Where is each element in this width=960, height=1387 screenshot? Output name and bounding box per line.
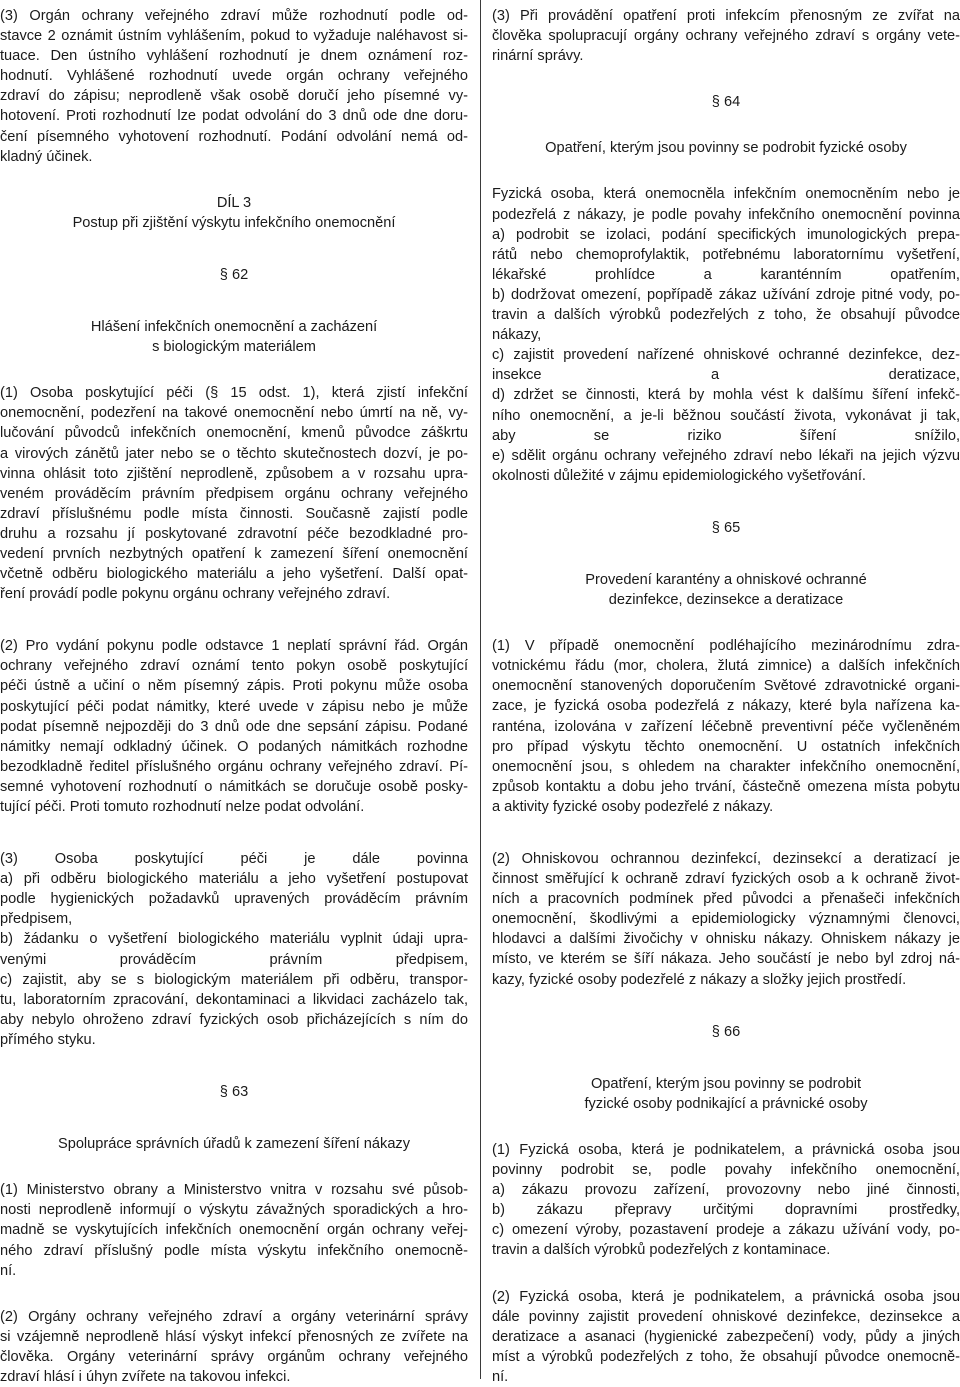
text-line: péči ústně a učiní o něm písemný zápis. Proti pokynu může osoba	[0, 678, 468, 695]
text-line: votnickému řádu (mor, cholera, žlutá zimnice) a dalších infekčních	[492, 658, 960, 675]
text-line: (1) Fyzická osoba, která je podnikatelem, a právnická osoba jsou	[492, 1141, 960, 1158]
text-line: zace, je fyzická osoba podezřelá z nákazy, které byla nařízena ka-	[492, 698, 960, 715]
left-column	[0, 0, 468, 1387]
text-line: (2) Ohniskovou ochrannou dezinfekcí, dezinsekcí a deratizací je	[492, 851, 960, 867]
text-line: insekce a deratizace,	[492, 367, 960, 384]
section-number: § 65	[711, 519, 741, 536]
text-line: e) sdělit orgánu ochrany veřejného zdraví nebo lékaři na jejich výzvu	[492, 447, 960, 464]
paragraph	[0, 1180, 468, 1280]
part-label: DÍL 3	[216, 194, 252, 211]
text-line: ranténa, izolována v zařízení léčebně preventivní péče vyčleněném	[492, 718, 960, 735]
section-title: fyzické osoby podnikající a právnické osoby	[584, 1095, 868, 1112]
text-line: hodnutí. Vyhlášené rozhodnutí uvede orgán ochrany veřejného	[0, 68, 468, 85]
text-line: b) žádanku o vyšetření biologického materiálu vyplnit údaji upra-	[0, 931, 468, 948]
text-line: c) zajistit, aby se s biologickým materiálem při odběru, transpor-	[0, 971, 468, 988]
paragraph	[0, 383, 468, 604]
text-line: a) podrobit se izolaci, podání specifických imunologických prepa-	[492, 226, 960, 243]
paragraph	[492, 184, 960, 485]
section-title: Provedení karantény a ohniskové ochranné	[585, 571, 867, 588]
text-line: ření provádí podle pokynu orgánu ochrany veřejného zdraví.	[0, 586, 391, 603]
text-line: (3) Při provádění opatření proti infekcím přenosným ze zvířat na	[492, 8, 960, 24]
text-line: míst a výrobků podezřelých z toho, že obsahují původce onemocně-	[492, 1348, 960, 1365]
right-column	[492, 0, 960, 1387]
text-line: (1) Ministerstvo obrany a Ministerstvo vnitra v rozsahu své působ-	[0, 1182, 468, 1199]
text-line: podezřelá z nákazy, je podle povahy infekčního onemocnění povinna	[492, 206, 960, 223]
text-line: zdraví hlásí i úhyn zvířete na takovou infekci.	[0, 1368, 291, 1385]
paragraph	[0, 636, 468, 817]
text-line: činnost směřující k ochraně zdraví fyzických osob a k ochraně život-	[492, 871, 960, 888]
text-line: námitky nemají odkladný účinek. O podaných námitkách rozhodne	[0, 738, 468, 755]
text-line: hlodavci a dalšími živočichy v ohnisku nákazy. Ohniskem nákazy je	[492, 931, 960, 948]
text-line: a) zákazu provozu zařízení, provozovny nebo jiné činnosti,	[492, 1182, 960, 1199]
text-line: onemocnění jsou, s ohledem na charakter infekčního onemocnění,	[492, 758, 960, 775]
text-line: ní.	[0, 1262, 17, 1279]
section-title: Spolupráce správních úřadů k zamezení šíření nákazy	[57, 1136, 411, 1153]
text-line: člověka spolupracují orgány ochrany veřejného zdraví s orgány vete-	[492, 28, 960, 45]
text-line: b) zákazu přepravy určitými dopravními prostředky,	[492, 1202, 960, 1219]
text-line: madně se vyskytujících infekčních onemocnění orgán ochrany veřej-	[0, 1222, 468, 1239]
text-line: aby nebylo ohroženo zdraví fyzických osob přicházejících s ním do	[0, 1011, 468, 1028]
text-line: venými prováděcím právním předpisem,	[0, 951, 468, 968]
text-line: aby se riziko šíření snížilo,	[492, 427, 960, 444]
text-line: stavce 2 oznámit ústním vyhlášením, pokud to vyžaduje naléhavost si-	[0, 28, 468, 45]
text-line: člověka. Orgány veterinární správy orgánům ochrany veřejného	[0, 1348, 468, 1365]
text-line: ní.	[492, 1368, 509, 1385]
text-line: (2) Orgány ochrany veřejného zdraví a orgány veterinární správy	[0, 1308, 468, 1325]
text-line: zdraví do zápisu; neprodleně však osobě doručí jeho písemné vy-	[0, 88, 468, 105]
text-line: onemocnění, podezření na takové onemocnění nebo úmrtí na ně, vy-	[0, 405, 468, 422]
paragraph	[492, 636, 960, 817]
text-line: způsob kontaktu a dobu jeho trvání, částečně omezena místa pobytu	[492, 778, 960, 795]
text-line: ného zdraví příslušný podle místa výskytu infekčního onemocně-	[0, 1242, 468, 1259]
text-line: dále povinny zajistit provedení ohniskové dezinfekce, dezinsekce a	[492, 1308, 960, 1325]
text-line: povinny podrobit se, podle povahy infekčního onemocnění,	[492, 1162, 960, 1179]
text-line: (3) Orgán ochrany veřejného zdraví může rozhodnutí podle od-	[0, 8, 468, 24]
text-line: nosti neprodleně informují o výskytu závažných sporadických a hro-	[0, 1202, 468, 1219]
text-line: tuace. Den ústního vyhlášení rozhodnutí je dnem oznámení roz-	[0, 48, 468, 65]
text-line: (1) Osoba poskytující péči (§ 15 odst. 1), která zjistí infekční	[0, 385, 468, 402]
text-line: lékařské prohlídce a karanténním opatřením,	[492, 266, 960, 283]
text-line: lučování původců infekčních onemocnění, kmenů původce záškrtu	[0, 425, 468, 442]
text-line: a) při odběru biologického materiálu a jeho vyšetření postupovat	[0, 871, 468, 888]
text-line: přímého styku.	[0, 1031, 96, 1048]
text-line: předpisem,	[0, 911, 73, 928]
text-line: travin a dalších výrobků podezřelých z toho, že obsahují původce	[492, 307, 960, 324]
text-line: a aktivity fyzické osoby podezřelé z nákazy.	[492, 798, 774, 815]
column-divider	[480, 0, 481, 1379]
text-line: včetně odběru biologického materiálu a jeho vyšetření. Další opat-	[0, 566, 468, 583]
section-title: Opatření, kterým jsou povinny se podrobit	[590, 1075, 862, 1092]
section-number: § 63	[219, 1084, 249, 1101]
text-line: a virových zánětů jater nebo se o těchto skutečnostech dozví, je po-	[0, 445, 468, 462]
section-title: Hlášení infekčních onemocnění a zacházení	[90, 319, 378, 336]
text-line: (2) Fyzická osoba, která je podnikatelem, a právnická osoba jsou	[492, 1288, 960, 1305]
text-line: zdraví příslušnému podle místa činnosti. Současně zajistí podle	[0, 505, 468, 522]
paragraph	[0, 1307, 468, 1387]
text-line: si vzájemně neprodleně hlásí výskyt infekcí přenosných ze zvířete na	[0, 1328, 468, 1345]
text-line: rinární správy.	[492, 48, 584, 65]
text-line: hotovení. Proti rozhodnutí lze podat odvolání do 3 dnů ode dne doru-	[0, 108, 468, 125]
text-line: d) zdržet se činnosti, která by mohla vést k dalšímu šíření infekč-	[492, 387, 960, 404]
text-line: ního onemocnění, a je-li běžnou součástí života, vykonávat ji tak,	[492, 407, 960, 424]
text-line: pro případ výskytu těchto onemocnění. U ostatních infekčních	[492, 738, 960, 755]
paragraph	[492, 1140, 960, 1261]
text-line: vedení prvních nezbytných opatření k zamezení šíření onemocnění	[0, 545, 468, 562]
text-line: bezodkladně ředitel příslušného orgánu ochrany veřejného zdraví. Pí-	[0, 758, 468, 775]
text-line: nákazy,	[492, 327, 542, 344]
text-line: poskytující péči podat námitky, které uvede v zápisu nebo je může	[0, 698, 468, 715]
text-line: b) dodržovat omezení, popřípadě zákaz užívání zdroje pitné vody, po-	[492, 286, 960, 303]
text-line: (3) Osoba poskytující péči je dále povinna	[0, 851, 468, 868]
section-number: § 66	[711, 1023, 741, 1040]
text-line: deratizace a asanaci (hygienické zabezpečení) vody, půdy a jiných	[492, 1328, 960, 1345]
part-title: Postup při zjištění výskytu infekčního onemocnění	[72, 214, 396, 231]
section-title: s biologickým materiálem	[152, 339, 316, 356]
text-line: semné vyhotovení rozhodnutí o námitkách se doručuje osobě posky-	[0, 778, 468, 795]
text-line: (2) Pro vydání pokynu podle odstavce 1 neplatí správní řád. Orgán	[0, 638, 468, 655]
text-line: okolnosti důležité v zájmu epidemiologického vyšetřování.	[492, 467, 866, 484]
paragraph	[492, 1287, 960, 1387]
paragraph	[0, 849, 468, 1050]
text-line: kazy, fyzické osoby podezřelé z nákazy a složky jejich prostředí.	[492, 971, 907, 988]
text-line: veném prováděcím právním předpisem orgánu ochrany veřejného	[0, 485, 468, 502]
text-line: onemocnění, škodlivými a epidemiologicky významnými členovci,	[492, 911, 960, 928]
text-line: (1) V případě onemocnění podléhajícího mezinárodnímu zdra-	[492, 638, 960, 655]
section-title: Opatření, kterým jsou povinny se podrobit fyzické osoby	[545, 140, 907, 157]
paragraph	[0, 6, 468, 167]
text-line: tující péči. Proti tomuto rozhodnutí nelze podat odvolání.	[0, 799, 365, 815]
text-line: podle hygienických požadavků upravených prováděcím právním	[0, 891, 468, 908]
text-line: vinna ohlásit toto zjištění neprodleně, způsobem a v rozsahu upra-	[0, 465, 468, 482]
text-line: c) omezení výroby, pozastavení prodeje a zákazu užívání vody, po-	[492, 1222, 960, 1239]
paragraph	[492, 6, 960, 66]
text-line: travin a dalších výrobků podezřelých z kontaminace.	[492, 1242, 831, 1259]
text-line: místo, ve kterém se šíří nákaza. Jeho součástí je nebo byl zdroj ná-	[492, 951, 960, 968]
section-number: § 62	[219, 266, 249, 283]
text-line: podat písemně nejpozději do 3 dnů ode dne sepsání zápisu. Podané	[0, 718, 468, 735]
section-number: § 64	[711, 94, 741, 111]
text-line: čení písemného vyhotovení rozhodnutí. Podání odvolání nemá od-	[0, 128, 468, 145]
text-line: rátů nebo chemoprofylaktik, potřebnému laboratornímu vyšetření,	[492, 246, 960, 263]
text-line: ochrany veřejného zdraví oznámí tento pokyn osobě poskytující	[0, 658, 468, 675]
text-line: Fyzická osoba, která onemocněla infekčním onemocněním nebo je	[492, 186, 960, 203]
text-line: kladný účinek.	[0, 148, 93, 165]
text-line: druhu a rozsahu jí poskytované zdravotní péče bezodkladné pro-	[0, 525, 468, 542]
text-line: ních a pracovních podmínek před původci a přenašeči infekčních	[492, 891, 960, 908]
section-title: dezinfekce, dezinsekce a deratizace	[608, 592, 844, 609]
paragraph	[492, 849, 960, 990]
text-line: onemocnění stanovených doporučením Světové zdravotnické organi-	[492, 678, 960, 695]
text-line: c) zajistit provedení nařízené ohniskové ochranné dezinfekce, dez-	[492, 347, 960, 364]
text-line: tu, laboratorním zpracování, dekontaminaci a likvidaci zacházelo tak,	[0, 991, 468, 1008]
